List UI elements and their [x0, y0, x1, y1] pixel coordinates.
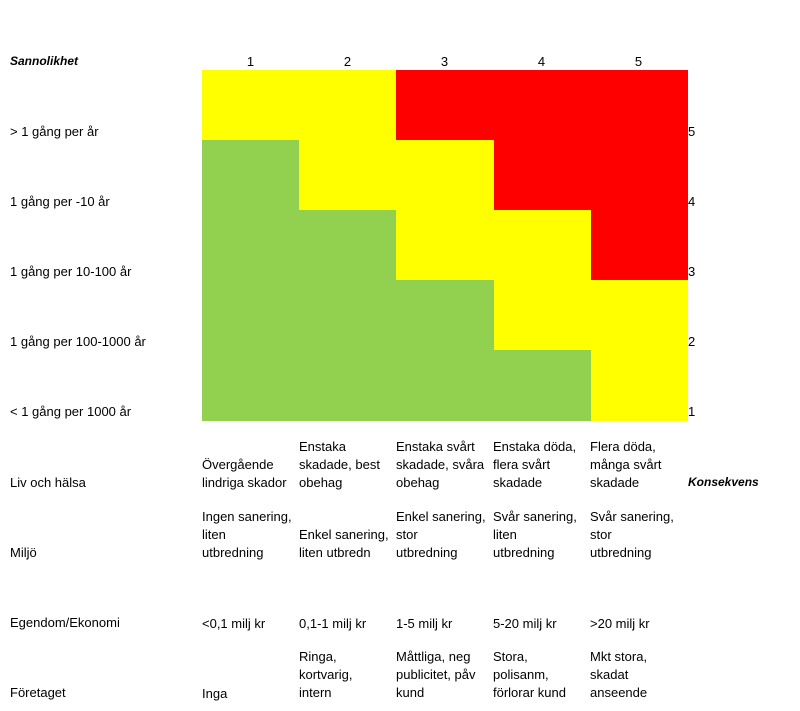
column-number-2: 2 — [343, 54, 352, 69]
risk-cell-5-1 — [202, 70, 300, 141]
row-label-1: < 1 gång per 1000 år — [10, 404, 132, 419]
row-label-2: 1 gång per 100-1000 år — [10, 334, 146, 349]
desc-miljo-1: Ingen sanering, liten utbredning — [202, 509, 292, 560]
row-number-5: 5 — [688, 124, 696, 139]
risk-cell-4-4 — [494, 140, 592, 211]
risk-cell-2-2 — [299, 280, 397, 351]
risk-matrix — [202, 70, 688, 420]
row-label-5: > 1 gång per år — [10, 124, 99, 139]
risk-cell-3-5 — [591, 210, 689, 281]
desc-miljo-3: Enkel sanering, stor utbredning — [396, 509, 486, 560]
probability-title: Sannolikhet — [10, 54, 79, 68]
risk-cell-4-3 — [396, 140, 494, 211]
risk-cell-2-3 — [396, 280, 494, 351]
risk-cell-4-1 — [202, 140, 300, 211]
desc-liv-1: Övergående lindriga skador — [202, 457, 287, 490]
risk-cell-3-1 — [202, 210, 300, 281]
risk-cell-2-1 — [202, 280, 300, 351]
desc-ekonomi-2: 0,1-1 milj kr — [299, 616, 367, 631]
risk-cell-4-5 — [591, 140, 689, 211]
risk-cell-2-5 — [591, 280, 689, 351]
risk-cell-4-2 — [299, 140, 397, 211]
risk-cell-1-4 — [494, 350, 592, 421]
column-number-1: 1 — [246, 54, 255, 69]
risk-cell-5-4 — [494, 70, 592, 141]
column-number-4: 4 — [537, 54, 546, 69]
risk-cell-1-5 — [591, 350, 689, 421]
risk-cell-5-3 — [396, 70, 494, 141]
desc-liv-2: Enstaka skadade, best obehag — [299, 439, 380, 490]
desc-foretaget-4: Stora, polisanm, förlorar kund — [493, 649, 566, 700]
column-number-3: 3 — [440, 54, 449, 69]
category-label-liv-och-halsa: Liv och hälsa — [10, 475, 86, 490]
row-number-3: 3 — [688, 264, 696, 279]
column-number-5: 5 — [634, 54, 643, 69]
risk-cell-1-1 — [202, 350, 300, 421]
desc-miljo-2: Enkel sanering, liten utbredn — [299, 527, 389, 560]
desc-foretaget-1: Inga — [202, 686, 228, 701]
desc-liv-5: Flera döda, många svårt skadade — [590, 439, 662, 490]
risk-cell-1-2 — [299, 350, 397, 421]
row-number-2: 2 — [688, 334, 696, 349]
desc-foretaget-3: Måttliga, neg publicitet, påv kund — [396, 649, 476, 700]
desc-ekonomi-5: >20 milj kr — [590, 616, 650, 631]
desc-foretaget-5: Mkt stora, skadat anseende — [590, 649, 648, 700]
desc-liv-3: Enstaka svårt skadade, svåra obehag — [396, 439, 485, 490]
risk-cell-2-4 — [494, 280, 592, 351]
risk-cell-3-4 — [494, 210, 592, 281]
category-label-miljo: Miljö — [10, 545, 37, 560]
desc-liv-4: Enstaka döda, flera svårt skadade — [493, 439, 577, 490]
category-label-egendom-ekonomi: Egendom/Ekonomi — [10, 615, 120, 630]
risk-cell-1-3 — [396, 350, 494, 421]
consequence-label: Konsekvens — [688, 475, 759, 489]
risk-cell-3-3 — [396, 210, 494, 281]
category-label-foretaget: Företaget — [10, 685, 66, 700]
row-label-4: 1 gång per -10 år — [10, 194, 110, 209]
desc-ekonomi-4: 5-20 milj kr — [493, 616, 557, 631]
risk-cell-5-5 — [591, 70, 689, 141]
row-number-4: 4 — [688, 194, 696, 209]
risk-cell-3-2 — [299, 210, 397, 281]
desc-miljo-5: Svår sanering, stor utbredning — [590, 509, 674, 560]
row-label-3: 1 gång per 10-100 år — [10, 264, 132, 279]
desc-miljo-4: Svår sanering, liten utbredning — [493, 509, 577, 560]
desc-ekonomi-3: 1-5 milj kr — [396, 616, 453, 631]
desc-foretaget-2: Ringa, kortvarig, intern — [299, 649, 353, 700]
row-number-1: 1 — [688, 404, 696, 419]
desc-ekonomi-1: <0,1 milj kr — [202, 616, 266, 631]
risk-cell-5-2 — [299, 70, 397, 141]
